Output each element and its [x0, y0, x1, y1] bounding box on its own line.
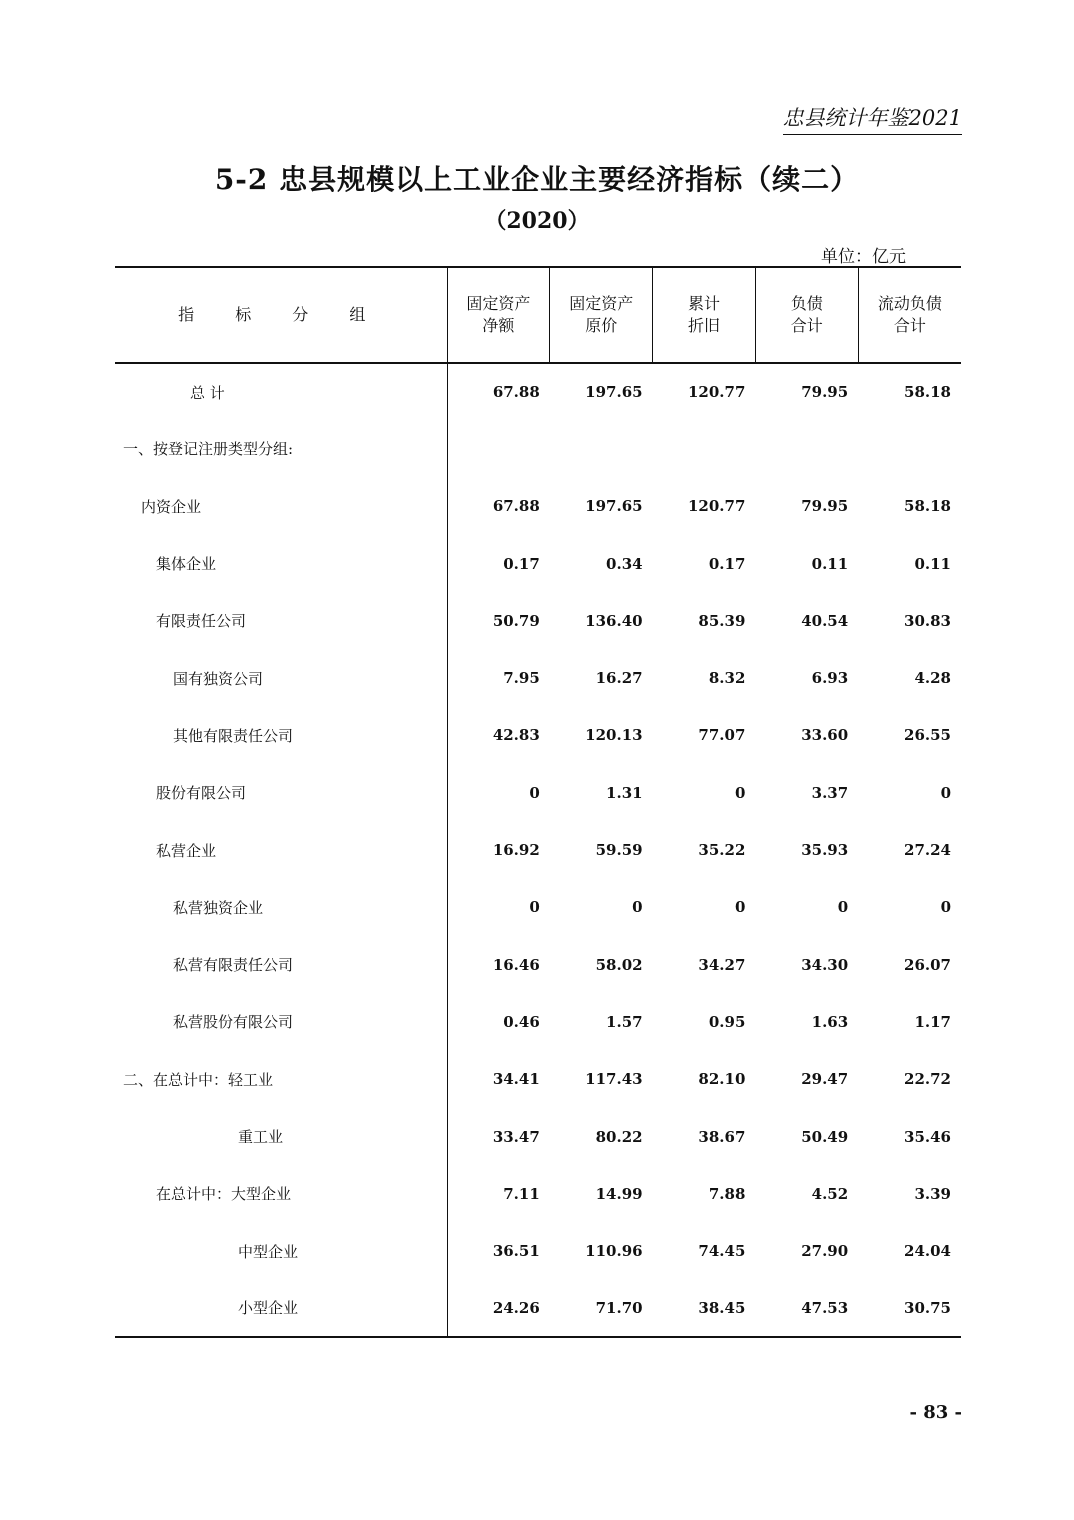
cell-value: 40.54 [801, 611, 849, 630]
row-label: 中型企业 [115, 1222, 447, 1279]
cell-value: 1.63 [811, 1012, 849, 1031]
cell-value: 30.83 [904, 611, 951, 630]
row-label: 其他有限责任公司 [115, 707, 447, 764]
header-col5: 流动负债 合计 [858, 267, 961, 363]
cell-value: 120.77 [687, 497, 746, 516]
cell-value: 7.11 [503, 1184, 540, 1203]
cell-value: 58.02 [595, 955, 643, 974]
row-label: 重工业 [115, 1108, 447, 1165]
cell-value: 0.11 [811, 554, 849, 573]
cell-value [858, 420, 961, 477]
cell-value: 0.11 [914, 554, 951, 573]
table-body [115, 363, 961, 1337]
cell-value: 0 [940, 898, 951, 917]
cell-value: 0.34 [606, 554, 643, 573]
row-label: 集体企业 [115, 535, 447, 592]
cell-value: 77.07 [698, 726, 746, 745]
table-row [115, 764, 961, 821]
cell-value: 47.53 [755, 1280, 858, 1337]
cell-value [550, 420, 653, 477]
cell-value: 35.93 [801, 841, 849, 860]
cell-value: 0.17 [708, 554, 746, 573]
cell-value: 35.46 [904, 1127, 951, 1146]
cell-value: 3.37 [811, 783, 849, 802]
cell-value: 67.88 [492, 497, 540, 516]
cell-value: 3.39 [914, 1184, 951, 1203]
cell-value: 197.65 [585, 497, 643, 516]
cell-value: 16.27 [595, 669, 643, 688]
cell-value: 0 [734, 783, 746, 802]
cell-value: 34.27 [698, 955, 746, 974]
table-row [115, 1165, 961, 1222]
header-col4: 负债 合计 [755, 267, 858, 363]
cell-value: 7.95 [503, 669, 540, 688]
cell-value: 34.41 [492, 1070, 540, 1089]
row-label: 在总计中：大型企业 [115, 1165, 447, 1222]
cell-value: 38.67 [698, 1127, 746, 1146]
row-label: 股份有限公司 [115, 764, 447, 821]
cell-value: 34.30 [801, 955, 849, 974]
cell-value: 35.22 [698, 841, 746, 860]
cell-value: 16.92 [492, 841, 540, 860]
cell-value: 4.52 [811, 1184, 849, 1203]
header-col1: 固定资产 净额 [447, 267, 550, 363]
cell-value: 8.32 [708, 669, 746, 688]
cell-value: 1.31 [606, 783, 643, 802]
table-row [115, 936, 961, 993]
cell-value: 110.96 [585, 1242, 643, 1261]
cell-value: 136.40 [585, 611, 643, 630]
cell-value: 67.88 [492, 383, 540, 402]
cell-value: 71.70 [550, 1280, 653, 1337]
table-row [115, 821, 961, 878]
cell-value: 16.46 [492, 955, 540, 974]
table-header-row [115, 267, 961, 363]
cell-value: 26.55 [904, 726, 951, 745]
row-label: 私营有限责任公司 [115, 936, 447, 993]
cell-value: 22.72 [904, 1070, 951, 1089]
cell-value: 0 [837, 898, 849, 917]
cell-value: 1.57 [606, 1012, 643, 1031]
table-row [115, 1280, 961, 1337]
cell-value: 38.45 [653, 1280, 756, 1337]
table-row [115, 993, 961, 1050]
cell-value: 197.65 [585, 383, 643, 402]
cell-value: 0 [529, 898, 540, 917]
header-col2: 固定资产 原价 [550, 267, 653, 363]
cell-value: 79.95 [801, 383, 849, 402]
cell-value: 59.59 [595, 841, 643, 860]
cell-value: 27.90 [801, 1242, 849, 1261]
cell-value: 50.79 [492, 611, 540, 630]
row-label: 私营企业 [115, 821, 447, 878]
table-row [115, 1222, 961, 1279]
table-row [115, 420, 961, 477]
cell-value: 14.99 [595, 1184, 643, 1203]
page-number: - 83 - [909, 1402, 962, 1423]
table-row [115, 535, 961, 592]
cell-value: 80.22 [595, 1127, 643, 1146]
cell-value: 58.18 [904, 383, 951, 402]
table-row [115, 707, 961, 764]
cell-value: 58.18 [904, 497, 951, 516]
cell-value: 74.45 [698, 1242, 746, 1261]
cell-value: 0 [734, 898, 746, 917]
cell-value: 82.10 [698, 1070, 746, 1089]
cell-value: 0.95 [708, 1012, 746, 1031]
row-label: 内资企业 [115, 478, 447, 535]
cell-value: 27.24 [904, 841, 951, 860]
cell-value: 29.47 [801, 1070, 849, 1089]
cell-value: 117.43 [585, 1070, 643, 1089]
cell-value: 26.07 [904, 955, 951, 974]
cell-value: 6.93 [811, 669, 849, 688]
page-title: 5-2 忠县规模以上工业企业主要经济指标（续二） [214, 163, 860, 196]
cell-value: 85.39 [698, 611, 746, 630]
cell-value [653, 420, 756, 477]
cell-value: 36.51 [492, 1242, 540, 1261]
row-label: 一、按登记注册类型分组: [115, 420, 447, 477]
cell-value: 7.88 [708, 1184, 746, 1203]
table-row [115, 1108, 961, 1165]
cell-value: 42.83 [492, 726, 540, 745]
row-label: 有限责任公司 [115, 592, 447, 649]
unit-label: 单位：亿元 [821, 247, 906, 267]
cell-value: 0 [940, 783, 951, 802]
cell-value: 0.17 [503, 554, 540, 573]
cell-value: 79.95 [801, 497, 849, 516]
table-row [115, 1051, 961, 1108]
cell-value: 4.28 [914, 669, 951, 688]
cell-value: 120.77 [687, 383, 746, 402]
row-label: 二、在总计中：轻工业 [115, 1051, 447, 1108]
row-label: 国有独资公司 [115, 649, 447, 706]
cell-value: 0 [529, 783, 540, 802]
cell-value: 120.13 [585, 726, 643, 745]
cell-value [755, 420, 858, 477]
cell-value: 30.75 [858, 1280, 961, 1337]
cell-value: 1.17 [914, 1012, 951, 1031]
table-row [115, 879, 961, 936]
indicator-table [115, 266, 961, 1338]
header-group: 指 标 分 组 [115, 267, 447, 363]
cell-value: 0 [632, 898, 643, 917]
table-row [115, 649, 961, 706]
table-row [115, 592, 961, 649]
cell-value: 0.46 [503, 1012, 540, 1031]
cell-value: 24.04 [904, 1242, 951, 1261]
cell-value: 33.47 [492, 1127, 540, 1146]
row-label: 小型企业 [115, 1280, 447, 1337]
running-head: 忠县统计年鉴2021 [783, 102, 962, 135]
cell-value: 33.60 [801, 726, 849, 745]
row-label: 总 计 [115, 363, 447, 420]
page-subtitle: （2020） [484, 208, 590, 234]
cell-value: 50.49 [801, 1127, 849, 1146]
header-col3: 累计 折旧 [653, 267, 756, 363]
row-label: 私营股份有限公司 [115, 993, 447, 1050]
cell-value: 24.26 [447, 1280, 550, 1337]
cell-value [447, 420, 550, 477]
row-label: 私营独资企业 [115, 879, 447, 936]
table-row [115, 363, 961, 420]
table-row [115, 478, 961, 535]
